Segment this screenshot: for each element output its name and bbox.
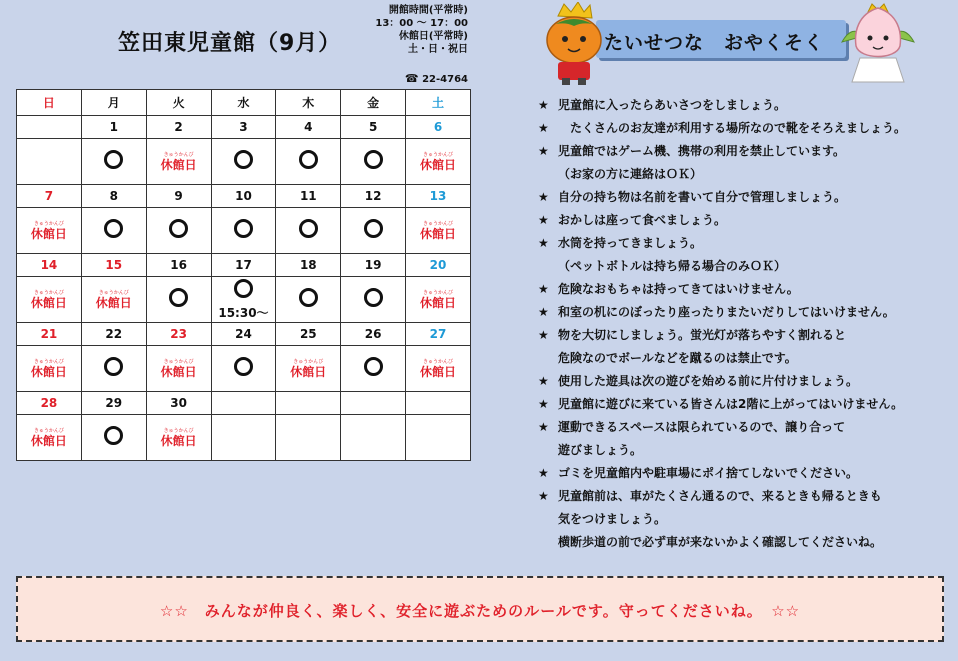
date-row: [17, 116, 471, 139]
weekday-tue: 火: [146, 90, 211, 116]
rule-item: [538, 278, 948, 301]
open-circle-icon: [234, 357, 253, 376]
star-bullet-icon: ★: [538, 397, 549, 411]
date-cell: 16: [146, 254, 211, 277]
status-cell: [211, 139, 276, 185]
star-bullet-icon: ★: [538, 328, 549, 342]
open-circle-icon: [364, 150, 383, 169]
star-bullet-icon: ★: [538, 121, 549, 135]
star-bullet-icon: ★: [538, 98, 549, 112]
closed-day-text: 休館日: [30, 227, 67, 241]
rule-text: 自分の持ち物は名前を書いて自分で管理しましょう。: [558, 190, 847, 204]
date-cell: 26: [341, 323, 406, 346]
rule-text: 危険なおもちゃは持ってきてはいけません。: [558, 282, 799, 296]
closed-day-ruby: きゅうかんび: [98, 290, 129, 296]
rule-text: 水筒を持ってきましょう。: [558, 236, 703, 250]
status-cell: [81, 346, 146, 392]
date-cell: 20: [406, 254, 471, 277]
peach-princess-mascot-icon: [838, 2, 918, 84]
opening-info: [340, 4, 468, 86]
rule-text: 児童館ではゲーム機、携帯の利用を禁止しています。: [558, 144, 846, 158]
date-row: [17, 185, 471, 208]
status-cell: [17, 346, 82, 392]
status-cell: [406, 277, 471, 323]
date-cell: 3: [211, 116, 276, 139]
date-cell: [17, 116, 82, 139]
star-bullet-icon: ★: [538, 144, 549, 158]
rule-item: [538, 324, 948, 347]
date-cell: 30: [146, 392, 211, 415]
status-cell: [17, 139, 82, 185]
closed-day-text: 休館日: [420, 158, 457, 172]
rule-item: [538, 140, 948, 163]
closed-day-label: [17, 290, 81, 309]
open-circle-icon: [104, 219, 123, 238]
special-hours-note: 15:30～: [218, 305, 269, 320]
status-cell: [276, 346, 341, 392]
open-circle-icon: [299, 219, 318, 238]
date-cell: 29: [81, 392, 146, 415]
status-row: [17, 415, 471, 461]
date-cell: 2: [146, 116, 211, 139]
status-cell: [276, 415, 341, 461]
rule-text: 使用した遊具は次の遊びを始める前に片付けましょう。: [558, 374, 859, 388]
status-cell: [211, 208, 276, 254]
status-cell: [17, 208, 82, 254]
date-cell: 27: [406, 323, 471, 346]
date-cell: 25: [276, 323, 341, 346]
status-cell: [341, 415, 406, 461]
date-cell: 28: [17, 392, 82, 415]
closed-day-label: [276, 359, 340, 378]
closed-day-ruby: きゅうかんび: [423, 152, 454, 158]
page-title: 笠田東児童館（9月）: [118, 31, 342, 56]
phone-number: [340, 72, 468, 86]
closed-day-ruby: きゅうかんび: [423, 221, 454, 227]
status-cell: [146, 415, 211, 461]
date-cell: 14: [17, 254, 82, 277]
status-cell: [341, 208, 406, 254]
closed-day-ruby: きゅうかんび: [293, 359, 324, 365]
rule-text: 運動できるスペースは限られているので、譲り合って: [558, 420, 846, 434]
status-row: [17, 346, 471, 392]
hours-value: 13：00 ～ 17：00: [375, 18, 468, 29]
closed-day-text: 休館日: [420, 365, 457, 379]
hours-label: 開館時間(平常時): [388, 5, 468, 16]
rule-item: [538, 163, 948, 186]
status-cell: [146, 208, 211, 254]
star-bullet-icon: ★: [538, 374, 549, 388]
date-cell: 8: [81, 185, 146, 208]
closed-day-label: [406, 221, 470, 240]
closed-day-text: 休館日: [95, 296, 132, 310]
closed-day-text: 休館日: [160, 434, 197, 448]
status-cell: [81, 415, 146, 461]
weekday-fri: 金: [341, 90, 406, 116]
rule-item: [538, 347, 948, 370]
closed-day-text: 休館日: [30, 434, 67, 448]
weekday-mon: 月: [81, 90, 146, 116]
status-cell: [211, 346, 276, 392]
rule-item: [538, 370, 948, 393]
status-cell: [341, 139, 406, 185]
date-cell: 22: [81, 323, 146, 346]
star-bullet-icon: ★: [538, 489, 549, 503]
status-cell: [341, 277, 406, 323]
status-row: [17, 139, 471, 185]
rule-item: [538, 531, 948, 554]
weekday-sat: 土: [406, 90, 471, 116]
rule-text: 気をつけましょう。: [558, 512, 667, 526]
promise-banner-title: たいせつな おやくそく: [604, 32, 825, 54]
star-bullet-icon: ★: [538, 213, 549, 227]
date-cell: 13: [406, 185, 471, 208]
date-cell: 21: [17, 323, 82, 346]
closed-day-ruby: きゅうかんび: [423, 359, 454, 365]
closed-day-label: [17, 359, 81, 378]
closed-days-label: 休館日(平常時): [398, 31, 468, 42]
date-cell: [341, 392, 406, 415]
closed-day-text: 休館日: [290, 365, 327, 379]
open-circle-icon: [364, 288, 383, 307]
closed-day-ruby: きゅうかんび: [163, 428, 194, 434]
open-circle-icon: [299, 288, 318, 307]
rule-item: [538, 232, 948, 255]
rule-item: [538, 209, 948, 232]
closed-day-ruby: きゅうかんび: [163, 152, 194, 158]
closed-day-label: [82, 290, 146, 309]
rules-list: [538, 94, 948, 554]
status-cell: [81, 277, 146, 323]
open-circle-icon: [104, 150, 123, 169]
date-cell: 19: [341, 254, 406, 277]
date-cell: 6: [406, 116, 471, 139]
status-cell: [276, 139, 341, 185]
persimmon-mascot-icon: [538, 2, 608, 86]
rule-text: 横断歩道の前で必ず車が来ないかよく確認してくださいね。: [558, 535, 883, 549]
rule-text: 物を大切にしましょう。蛍光灯が落ちやすく割れると: [558, 328, 847, 342]
rule-item: [538, 117, 948, 140]
date-cell: 10: [211, 185, 276, 208]
footer-message: ☆☆ みんなが仲良く、楽しく、安全に遊ぶためのルールです。守ってくださいね。 ☆☆: [159, 602, 801, 620]
phone-icon: ☎: [404, 72, 419, 85]
phone-value: 22-4764: [422, 74, 468, 85]
closed-day-text: 休館日: [160, 158, 197, 172]
rule-item: [538, 462, 948, 485]
date-cell: 1: [81, 116, 146, 139]
rule-item: [538, 186, 948, 209]
closed-day-label: [406, 359, 470, 378]
closed-day-text: 休館日: [30, 365, 67, 379]
open-circle-icon: [234, 279, 253, 298]
status-cell: [406, 208, 471, 254]
date-cell: 24: [211, 323, 276, 346]
closed-day-ruby: きゅうかんび: [163, 359, 194, 365]
date-cell: [276, 392, 341, 415]
closed-day-ruby: きゅうかんび: [33, 428, 64, 434]
rule-item: [538, 416, 948, 439]
status-cell: [406, 139, 471, 185]
closed-day-label: [17, 428, 81, 447]
closed-day-label: [17, 221, 81, 240]
date-cell: [406, 392, 471, 415]
closed-day-label: [147, 359, 211, 378]
rule-text: 危険なのでボールなどを蹴るのは禁止です。: [558, 351, 797, 365]
date-cell: 11: [276, 185, 341, 208]
rule-item: [538, 301, 948, 324]
calendar-table: [16, 89, 471, 461]
closed-day-ruby: きゅうかんび: [33, 290, 64, 296]
rule-text: 和室の机にのぼったり座ったりまたいだりしてはいけません。: [558, 305, 895, 319]
rule-item: [538, 393, 948, 416]
date-cell: [211, 392, 276, 415]
status-row: [17, 208, 471, 254]
date-cell: 12: [341, 185, 406, 208]
status-cell: [276, 277, 341, 323]
star-bullet-icon: ★: [538, 190, 549, 204]
rule-text: ゴミを児童館内や駐車場にポイ捨てしないでください。: [558, 466, 859, 480]
open-circle-icon: [169, 288, 188, 307]
closed-day-label: [406, 290, 470, 309]
date-cell: 18: [276, 254, 341, 277]
open-circle-icon: [364, 219, 383, 238]
status-cell: [81, 208, 146, 254]
rule-text: 児童館に入ったらあいさつをしましょう。: [558, 98, 787, 112]
open-circle-icon: [364, 357, 383, 376]
closed-day-ruby: きゅうかんび: [423, 290, 454, 296]
open-circle-icon: [234, 150, 253, 169]
weekday-sun: 日: [17, 90, 82, 116]
status-row: [17, 277, 471, 323]
star-bullet-icon: ★: [538, 236, 549, 250]
rule-text: （お家の方に連絡はＯＫ）: [558, 167, 703, 181]
status-cell: [211, 415, 276, 461]
date-cell: 23: [146, 323, 211, 346]
open-circle-icon: [104, 357, 123, 376]
rule-text: 児童館に遊びに来ている皆さんは2階に上がってはいけません。: [558, 397, 904, 411]
weekday-thu: 木: [276, 90, 341, 116]
date-cell: 5: [341, 116, 406, 139]
date-cell: 7: [17, 185, 82, 208]
star-bullet-icon: ★: [538, 305, 549, 319]
closed-day-text: 休館日: [30, 296, 67, 310]
rule-item: [538, 255, 948, 278]
weekday-wed: 水: [211, 90, 276, 116]
open-circle-icon: [234, 219, 253, 238]
status-cell: [276, 208, 341, 254]
star-bullet-icon: ★: [538, 420, 549, 434]
status-cell: [146, 139, 211, 185]
status-cell: [17, 415, 82, 461]
closed-day-text: 休館日: [420, 296, 457, 310]
rule-item: [538, 439, 948, 462]
rule-text: 遊びましょう。: [558, 443, 643, 457]
rule-item: [538, 94, 948, 117]
closed-day-label: [147, 152, 211, 171]
closed-day-ruby: きゅうかんび: [33, 359, 64, 365]
open-circle-icon: [169, 219, 188, 238]
date-cell: 15: [81, 254, 146, 277]
closed-day-text: 休館日: [420, 227, 457, 241]
status-cell: [146, 277, 211, 323]
rule-text: たくさんのお友達が利用する場所なので靴をそろえましょう。: [558, 121, 907, 135]
status-cell: [406, 346, 471, 392]
open-circle-icon: [299, 150, 318, 169]
star-bullet-icon: ★: [538, 466, 549, 480]
rule-text: 児童館前は、車がたくさん通るので、来るときも帰るときも: [558, 489, 882, 503]
rule-text: おかしは座って食べましょう。: [558, 213, 727, 227]
closed-day-label: [147, 428, 211, 447]
status-cell: [81, 139, 146, 185]
date-cell: 9: [146, 185, 211, 208]
footer-box: [16, 576, 944, 642]
date-cell: 17: [211, 254, 276, 277]
closed-day-ruby: きゅうかんび: [33, 221, 64, 227]
rule-item: [538, 508, 948, 531]
star-bullet-icon: ★: [538, 282, 549, 296]
rule-item: [538, 485, 948, 508]
open-circle-icon: [104, 426, 123, 445]
status-cell: [406, 415, 471, 461]
closed-day-text: 休館日: [160, 365, 197, 379]
closed-day-label: [406, 152, 470, 171]
status-cell: [17, 277, 82, 323]
date-row: [17, 323, 471, 346]
status-cell: [341, 346, 406, 392]
rule-text: （ペットボトルは持ち帰る場合のみＯＫ）: [558, 259, 787, 273]
status-cell: [211, 277, 276, 323]
promise-banner: [596, 20, 846, 58]
date-row: [17, 392, 471, 415]
status-cell: [146, 346, 211, 392]
weekday-header-row: [17, 90, 471, 116]
closed-days-value: 土・日・祝日: [408, 44, 468, 55]
date-row: [17, 254, 471, 277]
date-cell: 4: [276, 116, 341, 139]
